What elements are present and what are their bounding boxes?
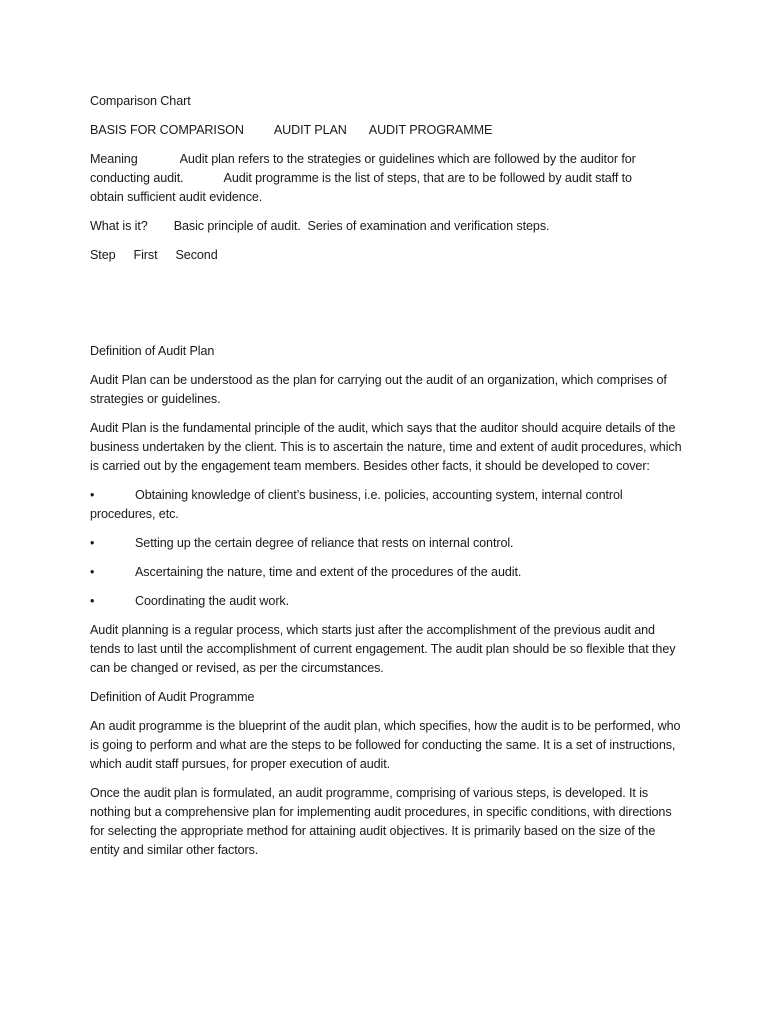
what-programme-text: Series of examination and verification steps. [307, 219, 550, 233]
audit-plan-paragraph-3: Audit planning is a regular process, which starts just after the accomplishment of the previous audit and tends to last until the accomplishment of current engagement. The audit plan should be so flexible that they can be changed or revised, as per the circumstances. [90, 623, 676, 675]
comparison-chart-title: Comparison Chart [90, 94, 191, 108]
meaning-label: Meaning [90, 152, 138, 166]
list-item-text: Ascertaining the nature, time and extent of the procedures of the audit. [135, 565, 522, 579]
what-plan-text: Basic principle of audit. [173, 219, 301, 233]
step-programme-value: Second [175, 248, 218, 262]
meaning-plan-text-1: Audit plan refers to the strategies or guidelines which are followed by the auditor for [179, 152, 636, 166]
audit-plan-paragraph-2: Audit Plan is the fundamental principle of the audit, which says that the auditor should acquire details of the business undertaken by the client. This is to ascertain the nature, time and extent of audit procedures, which is carried out by the engagement team members. Besides other facts, it should be developed to cover: [90, 421, 682, 473]
comparison-meaning-row [90, 150, 682, 207]
header-basis: BASIS FOR COMPARISON [90, 123, 244, 137]
meaning-programme-text-2: obtain sufficient audit evidence. [90, 190, 263, 204]
section-spacer [90, 275, 682, 342]
comparison-step-row [90, 246, 682, 265]
list-item-text: Obtaining knowledge of client’s business, i.e. policies, accounting system, internal control procedures, etc. [90, 488, 623, 521]
list-item-text: Coordinating the audit work. [135, 594, 290, 608]
comparison-header-row [90, 121, 682, 140]
audit-plan-paragraph-1: Audit Plan can be understood as the plan for carrying out the audit of an organization, which comprises of strategies or guidelines. [90, 373, 667, 406]
header-audit-programme: AUDIT PROGRAMME [368, 123, 493, 137]
list-item [90, 563, 682, 582]
list-item [90, 534, 682, 553]
meaning-plan-text-2: conducting audit. [90, 171, 184, 185]
bullet-icon: • [90, 565, 95, 579]
comparison-what-row [90, 217, 682, 236]
audit-programme-paragraph-2: Once the audit plan is formulated, an audit programme, comprising of various steps, is developed. It is nothing but a comprehensive plan for implementing audit procedures, in specific conditions, with directions for selecting the appropriate method for attaining audit objectives. It is primarily based on the size of the entity and similar other factors. [90, 786, 672, 857]
bullet-icon: • [90, 488, 95, 502]
audit-plan-heading: Definition of Audit Plan [90, 344, 215, 358]
list-item [90, 486, 682, 524]
what-label: What is it? [90, 219, 148, 233]
header-audit-plan: AUDIT PLAN [273, 123, 347, 137]
list-item [90, 592, 682, 611]
audit-programme-paragraph-1: An audit programme is the blueprint of the audit plan, which specifies, how the audit is to be performed, who is going to perform and what are the steps to be followed for conducting the same. It is a set of instructions, which audit staff pursues, for proper execution of audit. [90, 719, 681, 771]
audit-programme-heading: Definition of Audit Programme [90, 690, 255, 704]
meaning-programme-text-1: Audit programme is the list of steps, that are to be followed by audit staff to [223, 171, 632, 185]
step-label: Step [90, 248, 116, 262]
list-item-text: Setting up the certain degree of reliance that rests on internal control. [135, 536, 514, 550]
step-plan-value: First [133, 248, 158, 262]
bullet-icon: • [90, 594, 95, 608]
document-page [90, 92, 682, 870]
bullet-icon: • [90, 536, 95, 550]
